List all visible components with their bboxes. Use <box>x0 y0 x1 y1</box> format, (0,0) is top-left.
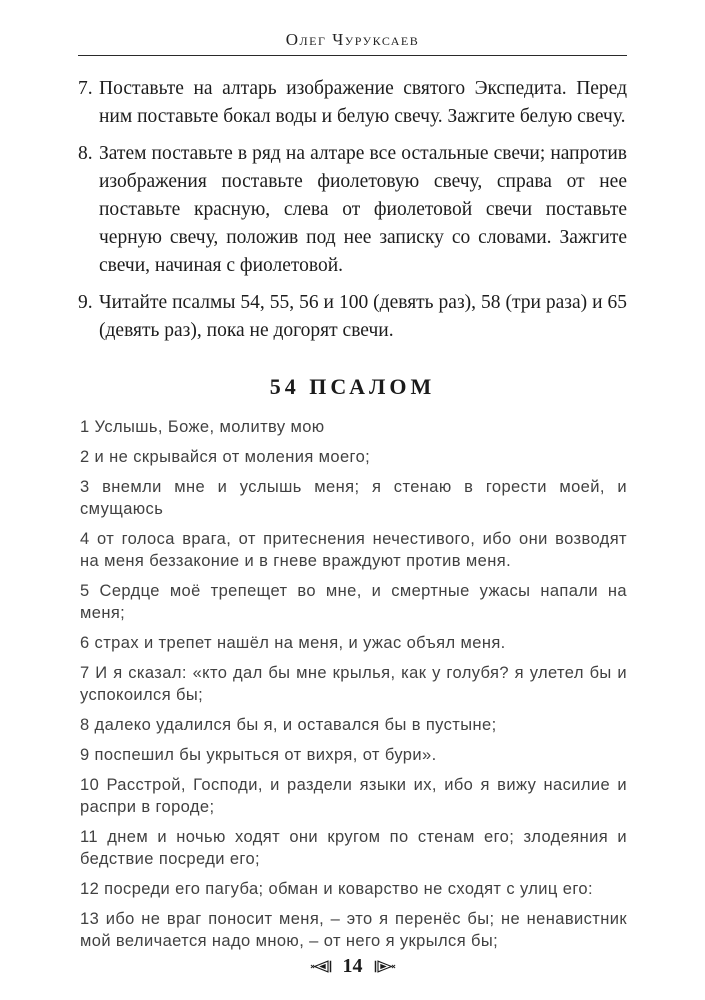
item-text: Затем поставьте в ряд на алтаре все остальные свечи; напротив изображения поставьте фиолетовую свечу, справа от нее поставьте красную, слева от фиолетовой свечи поставьте черную свечу, положив под нее записку со словами. Зажгите свечи, начиная с фиолетовой. <box>99 143 627 276</box>
psalm-verse: 2 и не скрывайся от моления моего; <box>80 448 371 466</box>
running-header <box>0 0 705 50</box>
psalm-verse: 13 ибо не враг поносит меня, – это я перенёс бы; не ненавистник мой величается надо мною, – от него я укрылся бы; <box>80 910 627 950</box>
item-text: Поставьте на алтарь изображение святого Экспедита. Перед ним поставьте бокал воды и белую свечу. Зажгите белую свечу. <box>99 78 627 127</box>
header-rule <box>78 55 627 56</box>
psalm-verse: 9 поспешил бы укрыться от вихря, от бури». <box>80 746 437 764</box>
psalm-verse: 3 внемли мне и услышь меня; я стенаю в горести моей, и смущаюсь <box>80 478 627 518</box>
instruction-item <box>78 289 627 345</box>
psalm-verse: 5 Сердце моё трепещет во мне, и смертные ужасы напали на меня; <box>80 582 627 622</box>
psalm-verse: 1 Услышь, Боже, молитву мою <box>80 418 325 436</box>
item-number: 7. <box>78 78 93 99</box>
instruction-list <box>78 75 627 345</box>
item-text: Читайте псалмы 54, 55, 56 и 100 (девять раз), 58 (три раза) и 65 (девять раз), пока не догорят свечи. <box>99 292 627 341</box>
psalm-title: 54 ПСАЛОМ <box>269 374 436 399</box>
page-number: 14 <box>342 955 363 977</box>
page-footer <box>0 955 705 978</box>
instruction-item <box>78 75 627 131</box>
psalm-verse: 7 И я сказал: «кто дал бы мне крылья, как у голубя? я улетел бы и успокоился бы; <box>80 664 627 704</box>
item-number: 9. <box>78 292 93 313</box>
author-name: Олег Чуруксаев <box>285 30 420 49</box>
psalm-verse: 8 далеко удалился бы я, и оставался бы в пустыне; <box>80 716 497 734</box>
psalm-verse: 12 посреди его пагуба; обман и коварство не сходят с улиц его: <box>80 880 593 898</box>
instruction-item <box>78 140 627 280</box>
footer-ornament-left-icon <box>310 960 333 973</box>
footer-ornament-right-icon <box>373 960 396 973</box>
psalm-verse: 6 страх и трепет нашёл на меня, и ужас объял меня. <box>80 634 506 652</box>
psalm-verse: 11 днем и ночью ходят они кругом по стенам его; злодеяния и бедствие посреди его; <box>80 828 627 868</box>
psalm-verse: 10 Расстрой, Господи, и раздели языки их, ибо я вижу насилие и распри в городе; <box>80 776 627 816</box>
psalm-verses <box>80 416 627 952</box>
item-number: 8. <box>78 143 93 164</box>
psalm-verse: 4 от голоса врага, от притеснения нечестивого, ибо они возводят на меня беззаконие и в гневе враждуют против меня. <box>80 530 627 570</box>
